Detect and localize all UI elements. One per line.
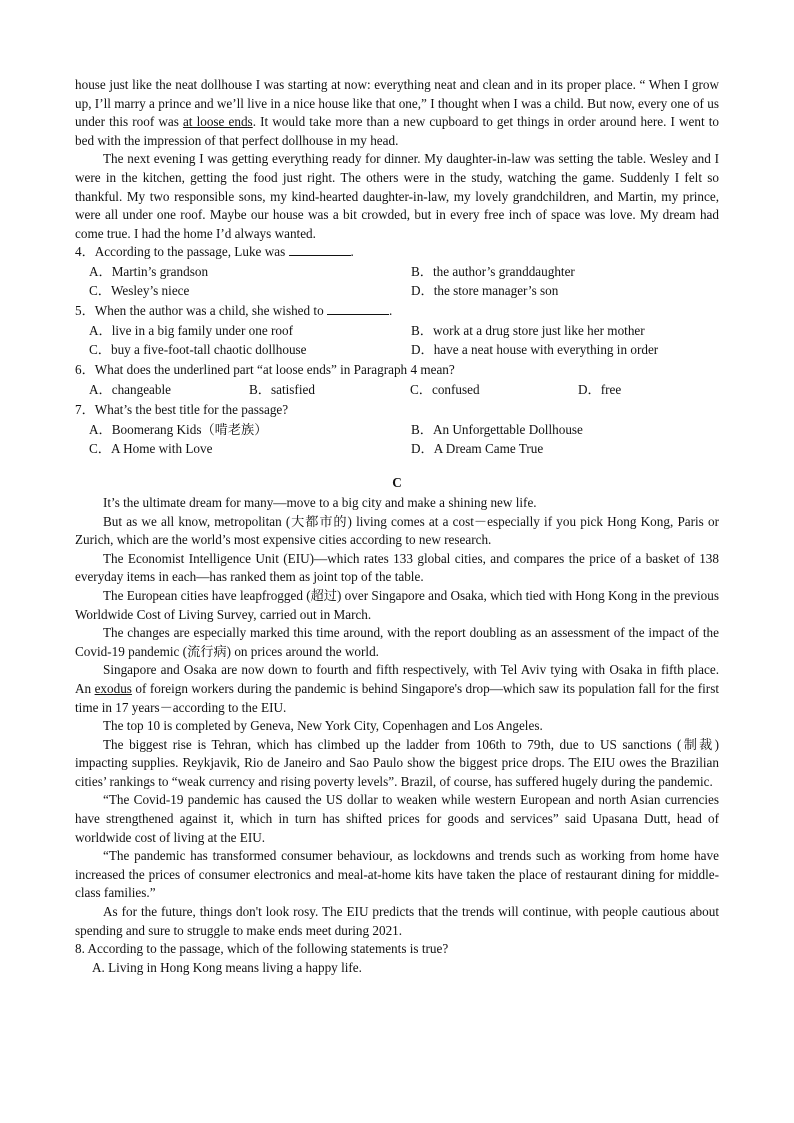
underlined-word: exodus [94,680,132,696]
option-a: A．changeable [89,382,172,397]
text: . [388,303,393,319]
underlined-phrase: at loose ends [182,114,253,130]
question-6-stem: 6．What does the underlined part “at loose ends” in Paragraph 4 mean? [75,361,455,377]
question-4-options [75,263,719,300]
page-content [75,76,719,977]
question-4-stem [75,243,719,262]
passage-c-paragraph-10: “The pandemic has transformed consumer behaviour, as lockdowns and trends such as working from home have increased the prices of consumer electronics and meal-at-home kits have taken the place of restaurant dining for middle-class families.” [75,848,719,901]
option-d: D．the store manager’s son [411,283,559,299]
text: Singapore and Osaka are now down to fourth and fifth respectively, with Tel Aviv tying with Osaka in fifth place. An [75,662,719,696]
passage-c-paragraph-4: The European cities have leapfrogged (超过) over Singapore and Osaka, which tied with Hong Kong in the previous Worldwide Cost of Living Survey, carried out in March. [75,587,719,622]
text: of foreign workers during the pandemic is behind Singapore's drop—which saw its population fall for the first time in 17 years－according to the EIU. [75,680,719,715]
answer-blank [327,302,389,315]
question-8-option-a: A. Living in Hong Kong means living a happy life. [92,959,362,975]
question-5-options [75,322,719,359]
option-b: B．work at a drug store just like her mother [411,323,645,339]
question-5-stem [75,302,719,321]
passage-b-paragraph-5: The next evening I was getting everything ready for dinner. My daughter-in-law was setting the table. Wesley and I were in the kitchen, getting the food just right. The others were in the study, watching the game. Suddenly I felt so thankful. My two responsible sons, my kind-hearted daughter-in-law, my lovely grandchildren, and Martin, my prince, were all under one roof. Maybe our house was a bit crowded, but in every free inch of space was love. My dream had come true. I had the home I’d always wanted. [75,151,719,241]
option-c: C．buy a five-foot-tall chaotic dollhouse [89,341,307,357]
passage-c-paragraph-2: But as we all know, metropolitan (大都市的) living comes at a cost－especially if you pick Hong Kong, Paris or Zurich, which are the world’s most expensive cities according to new research. [75,513,719,548]
option-d: D．A Dream Came True [411,440,544,456]
passage-b-paragraph-4 [75,76,719,150]
option-b: B．An Unforgettable Dollhouse [411,422,583,438]
passage-c-paragraph-6 [75,661,719,717]
text: . [350,244,354,260]
option-a: A．Martin’s grandson [89,264,209,280]
text: house just like the neat dollhouse I was starting at now: everything neat and clean and in its proper place. “ When I grow up, I’ll marry a prince and we’ll live in a nice house like that one,” I thought when I was a child. But now, every one of us under this roof was [75,77,719,130]
passage-c-paragraph-5: The changes are especially marked this time around, with the report doubling as an assessment of the impact of the Covid-19 pandemic (流行病) on prices around the world. [75,625,719,659]
passage-c-paragraph-3: The Economist Intelligence Unit (EIU)—which rates 133 global cities, and compares the price of a basket of 138 everyday items in each—has ranked them as joint top of the table. [75,550,719,585]
question-6-options [75,381,719,400]
option-b: B．the author’s granddaughter [411,264,575,280]
option-b: B．satisfied [249,382,315,397]
option-d: D．free [578,382,622,397]
passage-c-paragraph-11: As for the future, things don't look rosy. The EIU predicts that the trends will continue, with people cautious about spending and sure to struggle to make ends meet during 2021. [75,904,719,938]
option-d: D．have a neat house with everything in order [411,341,659,357]
answer-blank [289,243,351,256]
option-c: C．Wesley’s niece [89,283,190,299]
option-c: C．A Home with Love [89,440,213,456]
passage-c-paragraph-9: “The Covid-19 pandemic has caused the US dollar to weaken while western European and north Asian currencies have strengthened against it, which in turn has shifted prices for goods and services” said Upasana Dutt, head of worldwide cost of living at the EIU. [75,792,719,845]
option-c: C．confused [410,382,480,397]
option-a: A．Boomerang Kids（啃老族） [89,422,268,438]
passage-c-paragraph-7: The top 10 is completed by Geneva, New York City, Copenhagen and Los Angeles. [103,718,543,734]
passage-c-paragraph-8: The biggest rise is Tehran, which has climbed up the ladder from 106th to 79th, due to US sanctions (制裁) impacting supplies. Reykjavik, Rio de Janeiro and Sao Paulo show the biggest price drops. The EIU owes the Brazilian cities’ rankings to “weak currency and rising poverty levels”. Brazil, of course, has suffered hugely during the pandemic. [75,736,719,789]
text: 5．When the author was a child, she wished to [75,303,327,319]
passage-c-paragraph-1: It’s the ultimate dream for many—move to a big city and make a shining new life. [103,494,537,510]
question-7-stem: 7．What’s the best title for the passage? [75,402,289,418]
text: 4．According to the passage, Luke was [75,244,289,260]
section-title: C [392,475,402,491]
question-7-options [75,421,719,458]
option-a: A．live in a big family under one roof [89,323,293,339]
question-8-stem: 8. According to the passage, which of the following statements is true? [75,941,449,957]
text: . It would take more than a new cupboard to get things in order around here. I went to bed with the impression of that perfect dollhouse in my head. [75,114,720,148]
